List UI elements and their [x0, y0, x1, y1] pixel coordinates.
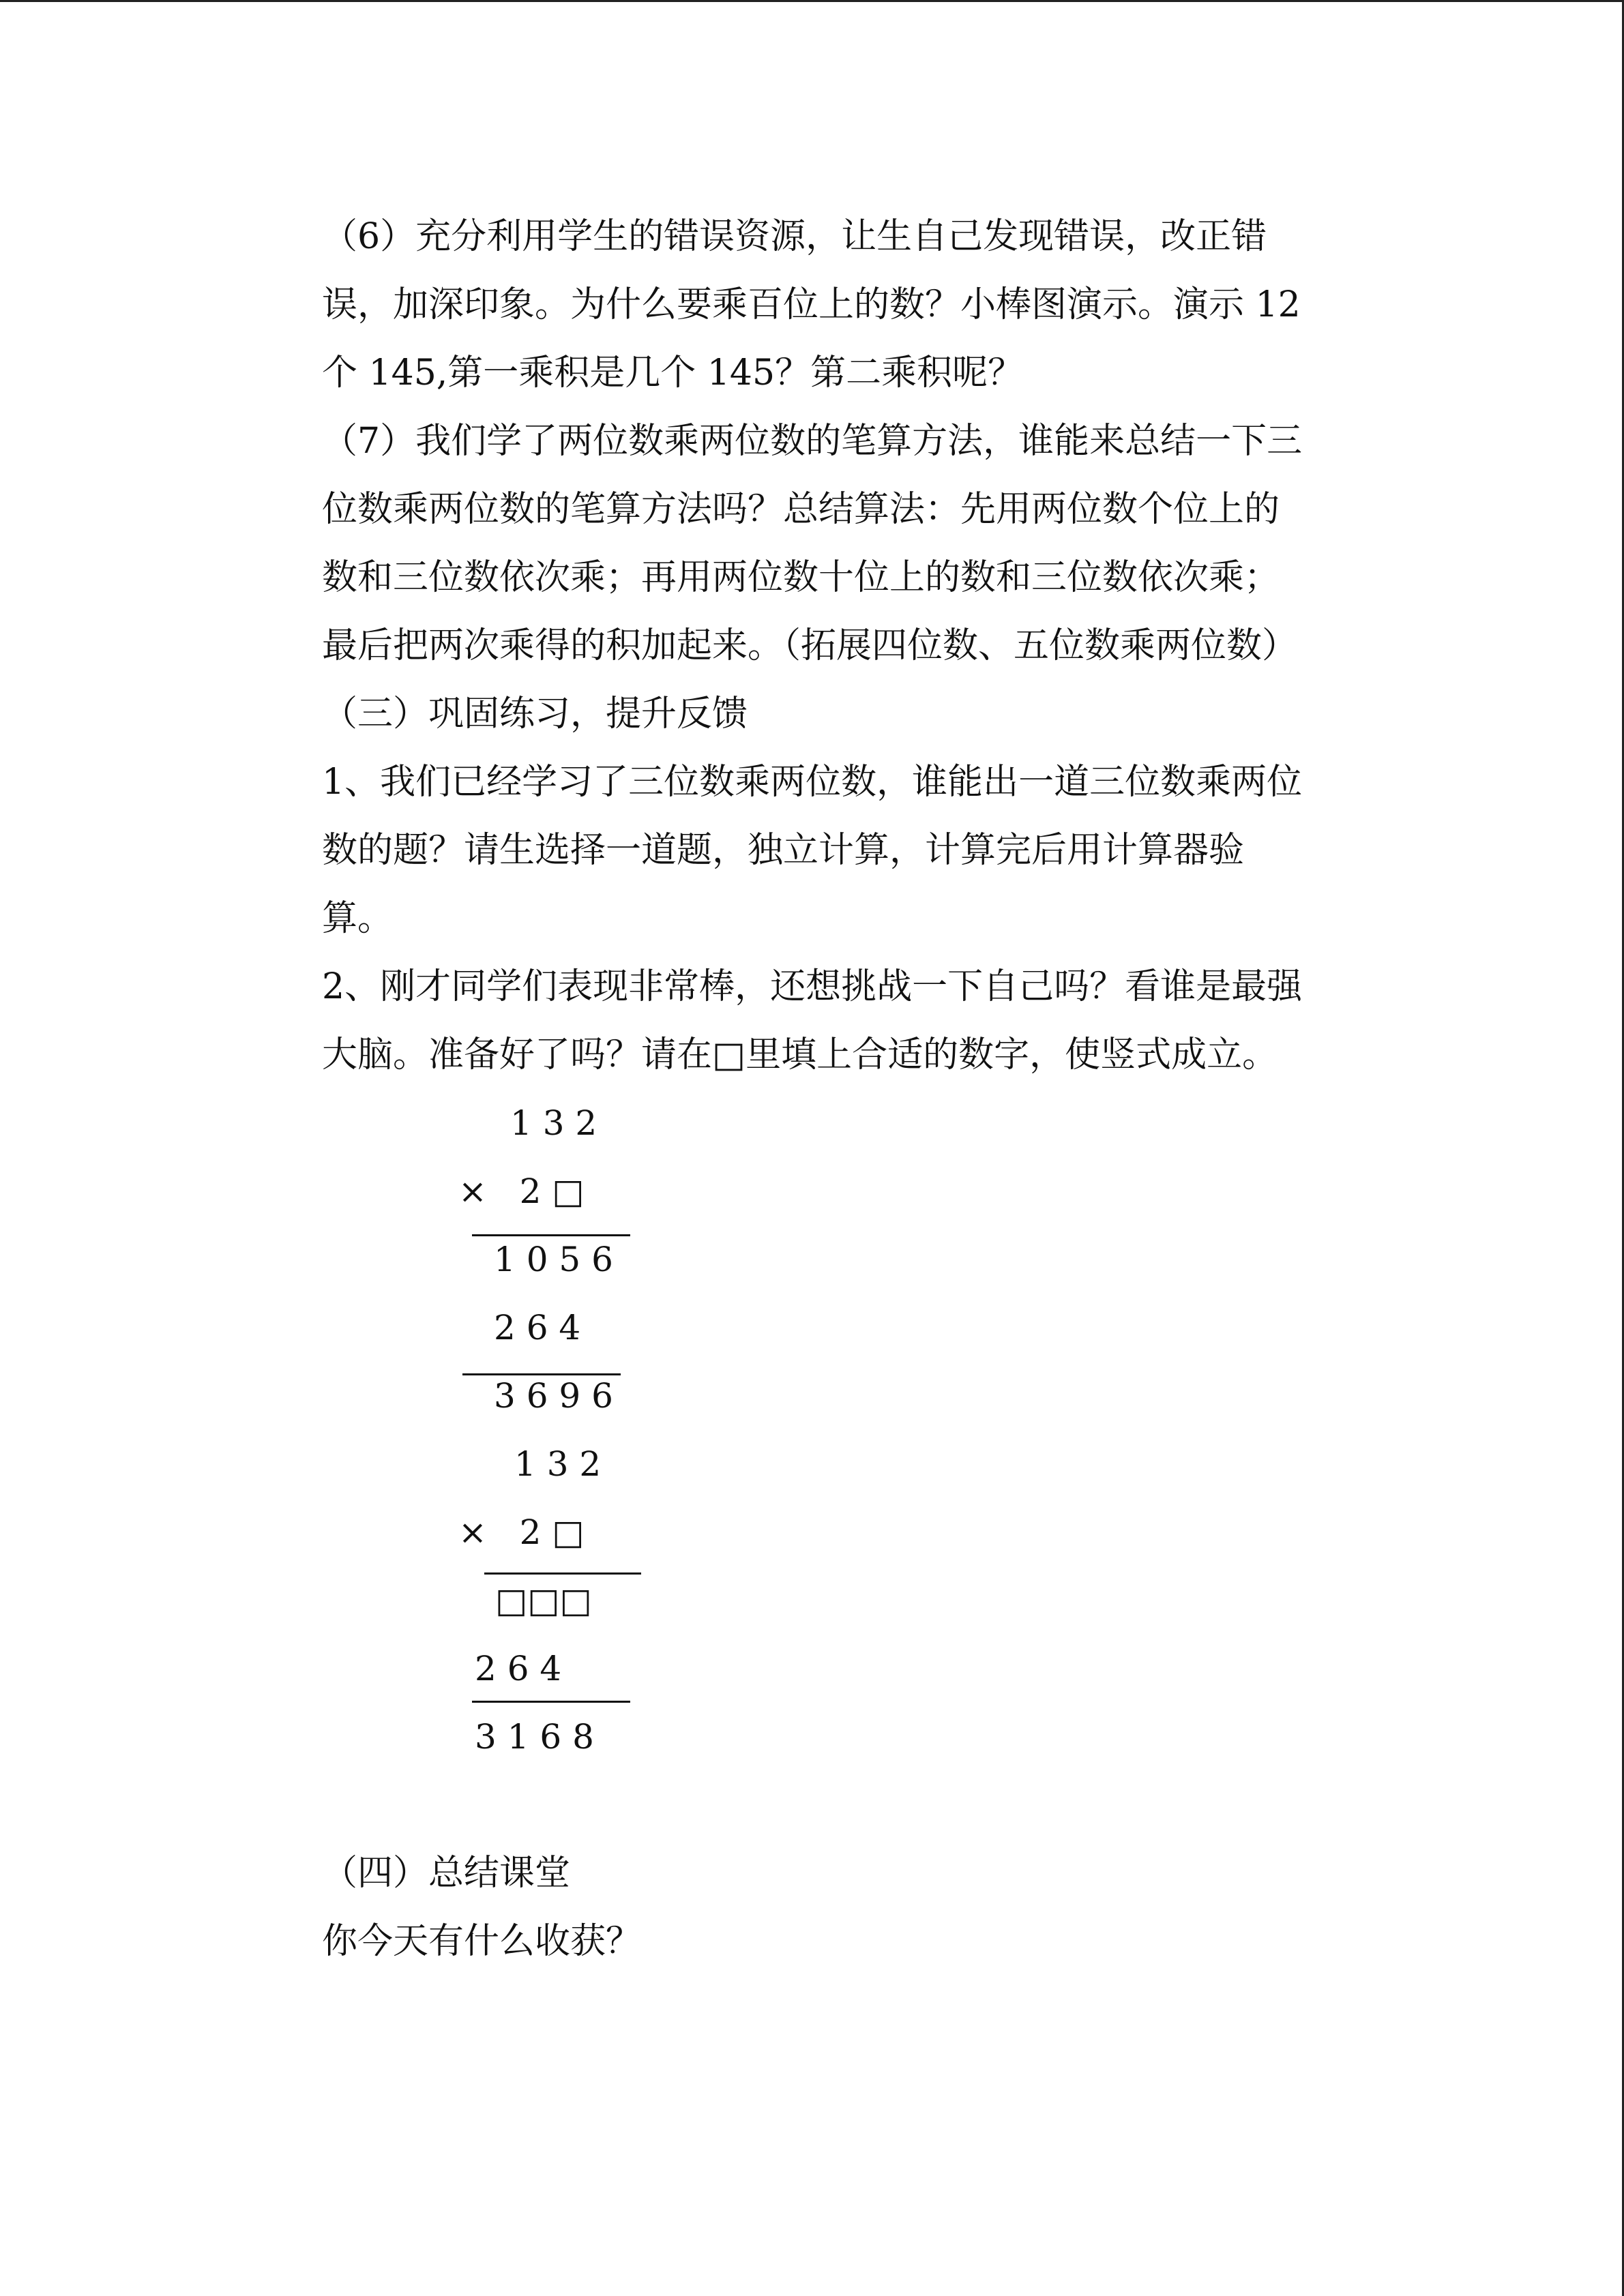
calc1-partial-product-1: 1 0 5 6	[494, 1240, 613, 1279]
text-line-3: 个 145,第一乘积是几个 145？第二乘积呢？	[322, 353, 1024, 393]
calc2-partial-product-2: 2 6 4	[475, 1649, 562, 1688]
calc2-rule-1	[484, 1572, 641, 1575]
text-line-1: （6）充分利用学生的错误资源，让生自己发现错误，改正错	[322, 216, 1267, 257]
calc2-multiplier: × 2 □	[458, 1512, 585, 1552]
text-line-13: 大脑。准备好了吗？请在□里填上合适的数字，使竖式成立。	[322, 1034, 1278, 1075]
text-line-6: 数和三位数依次乘；再用两位数十位上的数和三位数依次乘；	[322, 557, 1280, 598]
calc2-multiplicand: 1 3 2	[514, 1444, 602, 1484]
section-heading-4: （四）总结课堂	[322, 1853, 571, 1894]
page-top-border	[0, 0, 1624, 2]
calc1-multiplier: × 2 □	[458, 1172, 585, 1211]
calc1-multiplicand: 1 3 2	[510, 1103, 597, 1143]
summary-question: 你今天有什么收获？	[322, 1921, 642, 1962]
text-line-12: 2、刚才同学们表现非常棒，还想挑战一下自己吗？看谁是最强	[322, 966, 1303, 1007]
text-line-7: 最后把两次乘得的积加起来。（拓展四位数、五位数乘两位数）	[322, 625, 1298, 666]
text-line-9: 1、我们已经学习了三位数乘两位数，谁能出一道三位数乘两位	[322, 762, 1303, 803]
calc1-partial-product-2: 2 6 4	[494, 1308, 581, 1347]
text-line-4: （7）我们学了两位数乘两位数的笔算方法，谁能来总结一下三	[322, 421, 1303, 462]
text-line-11: 算。	[322, 898, 394, 939]
calc1-rule-1	[472, 1234, 630, 1236]
text-line-5: 位数乘两位数的笔算方法吗？总结算法：先用两位数个位上的	[322, 489, 1280, 530]
calc1-result: 3 6 9 6	[494, 1376, 613, 1416]
text-line-2: 误，加深印象。为什么要乘百位上的数？小棒图演示。演示 12	[322, 284, 1301, 325]
section-heading-3: （三）巩固练习，提升反馈	[322, 694, 748, 734]
text-line-10: 数的题？请生选择一道题，独立计算，计算完后用计算器验	[322, 830, 1245, 871]
calc2-rule-2	[472, 1701, 630, 1703]
calc2-result: 3 1 6 8	[475, 1717, 594, 1757]
calc2-partial-product-1: □□□	[495, 1581, 592, 1620]
